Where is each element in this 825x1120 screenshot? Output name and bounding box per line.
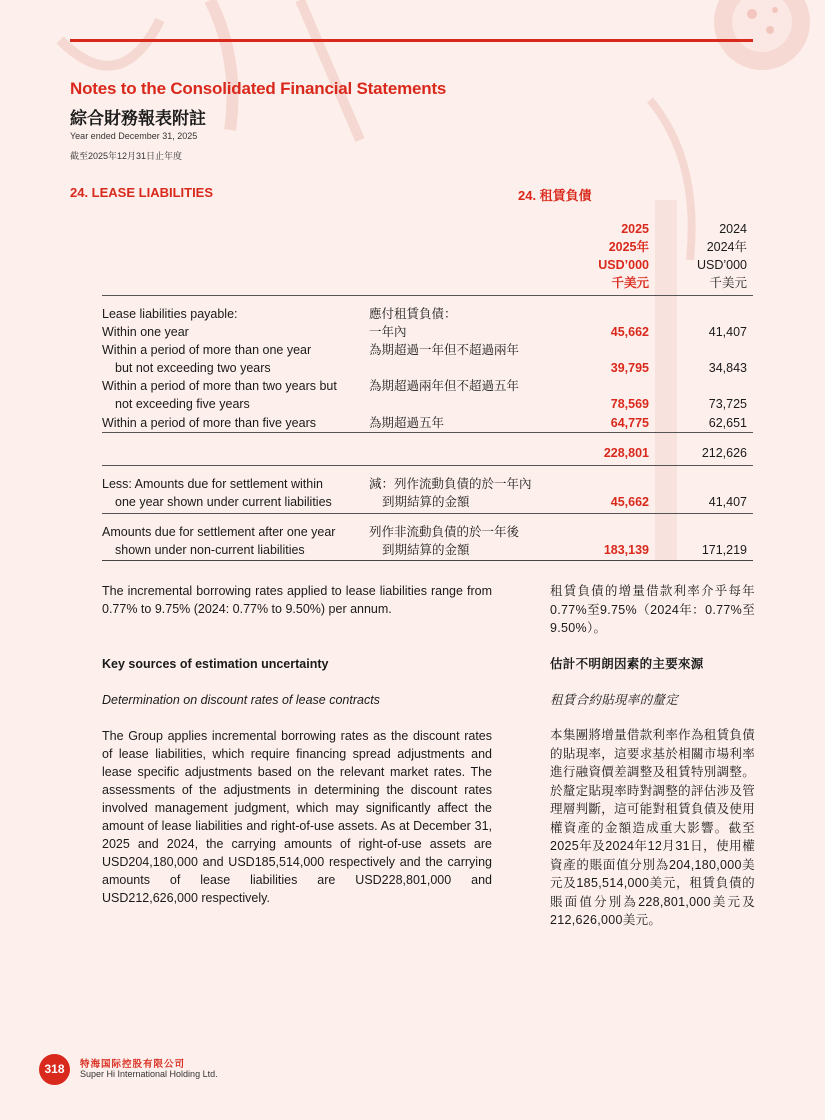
payable-label-zh: 應付租賃負債： bbox=[369, 307, 457, 321]
non-current-en-line2: shown under non-current liabilities bbox=[115, 543, 305, 557]
non-current-zh bbox=[369, 523, 549, 559]
discount-rate-subheading-en: Determination on discount rates of lease contracts bbox=[102, 693, 380, 707]
table-bottom-rule bbox=[102, 560, 753, 561]
section-heading-zh: 24. 租賃負債 bbox=[518, 188, 592, 203]
row-two-to-five-years-2024: 73,725 bbox=[708, 397, 747, 411]
discount-rate-body-zh: 本集團將增量借款利率作為租賃負債的貼現率，這要求基於相關市場利率進行融資價差調整及租賃特別調整。於釐定貼現率時對調整的評估涉及管理層判斷，這可能對租賃負債及使用權資產的金額造成重大影響。截至2025年及2024年12月31日，使用權資產的賬面值分別為204,180,000美元及185,514,000美元，租賃負債的賬面值分別為228,801,000美元及212,626,000美元。 bbox=[550, 728, 755, 927]
less-current-zh-line2: 到期結算的金額 bbox=[382, 495, 470, 509]
col-2025-year: 2025 bbox=[621, 222, 649, 236]
key-sources-heading-en: Key sources of estimation uncertainty bbox=[102, 657, 329, 671]
less-rule bbox=[102, 513, 753, 514]
lotus-icon bbox=[714, 0, 810, 70]
less-current-en-line2: one year shown under current liabilities bbox=[115, 495, 332, 509]
total-2025: 228,801 bbox=[603, 446, 649, 460]
column-header-2025 bbox=[598, 220, 649, 292]
row-two-to-five-years-en bbox=[102, 377, 367, 413]
total-2024: 212,626 bbox=[701, 446, 747, 460]
row-within-one-year-2024: 41,407 bbox=[708, 325, 747, 339]
row-over-five-years-en: Within a period of more than five years bbox=[102, 416, 316, 430]
row-one-to-two-years-en bbox=[102, 341, 367, 377]
col-2025-unit-zh: 千美元 bbox=[611, 276, 649, 290]
discount-rate-body-en: The Group applies incremental borrowing rates as the discount rates of lease liabilities, which require financing spread adjustments and lease specific adjustments based on the relevant market rates. The assessments of the adjustments in determining the discount rates involved management judgment, which may significantly affect the amount of lease liabilities and right-of-use assets. As at December 31, 2025 and 2024, the carrying amounts of right-of-use assets are USD204,180,000 and USD185,514,000 respectively and the carrying amounts of lease liabilities are USD228,801,000 and USD212,626,000 respectively. bbox=[102, 729, 492, 905]
rates-paragraph-en: The incremental borrowing rates applied to lease liabilities range from 0.77% to 9.75% (2024: 0.77% to 9.50%) per annum. bbox=[102, 584, 492, 616]
row-two-to-five-years-zh: 為期超過兩年但不超過五年 bbox=[369, 379, 520, 393]
company-name-en: Super Hi International Holding Ltd. bbox=[80, 1069, 218, 1079]
row-within-one-year-2025: 45,662 bbox=[610, 325, 649, 339]
key-sources-heading-zh: 估計不明朗因素的主要來源 bbox=[550, 657, 704, 671]
non-current-en bbox=[102, 523, 367, 559]
less-current-2024: 41,407 bbox=[708, 495, 747, 509]
row-over-five-years-2025: 64,775 bbox=[610, 416, 649, 430]
row-over-five-years-zh: 為期超過五年 bbox=[369, 416, 445, 430]
payable-label-en: Lease liabilities payable: bbox=[102, 307, 238, 321]
col-2024-year-zh: 2024年 bbox=[706, 240, 747, 254]
non-current-zh-line2: 到期結算的金額 bbox=[382, 543, 470, 557]
less-current-en bbox=[102, 475, 367, 511]
col-2025-year-zh: 2025年 bbox=[608, 240, 649, 254]
less-current-zh bbox=[369, 475, 549, 511]
top-rule bbox=[70, 39, 753, 42]
page-title-zh: 綜合財務報表附註 bbox=[70, 109, 206, 128]
subtotal-rule bbox=[102, 432, 753, 433]
company-name-zh: 特海国际控股有限公司 bbox=[80, 1059, 186, 1070]
row-two-to-five-years-en-line1: Within a period of more than two years but bbox=[102, 379, 337, 393]
discount-rate-subheading-zh: 租賃合約貼現率的釐定 bbox=[550, 693, 679, 707]
non-current-en-line1: Amounts due for settlement after one year bbox=[102, 525, 336, 539]
table-top-rule bbox=[102, 295, 753, 296]
row-one-to-two-years-en-line2: but not exceeding two years bbox=[115, 361, 271, 375]
page-number-badge: 318 bbox=[39, 1054, 70, 1085]
row-one-to-two-years-2025: 39,795 bbox=[610, 361, 649, 375]
rates-paragraph-zh: 租賃負債的增量借款利率介乎每年0.77%至9.75%（2024年：0.77%至9.50%）。 bbox=[550, 584, 755, 635]
row-over-five-years-2024: 62,651 bbox=[708, 416, 747, 430]
total-rule bbox=[102, 465, 753, 466]
col-2024-year: 2024 bbox=[719, 222, 747, 236]
row-two-to-five-years-en-line2: not exceeding five years bbox=[115, 397, 250, 411]
col-2024-unit-zh: 千美元 bbox=[709, 276, 747, 290]
less-current-2025: 45,662 bbox=[610, 495, 649, 509]
row-within-one-year-zh: 一年內 bbox=[369, 325, 407, 339]
non-current-zh-line1: 列作非流動負債的於一年後 bbox=[369, 525, 520, 539]
column-header-2024 bbox=[697, 220, 747, 292]
col-2024-unit: USD’000 bbox=[696, 258, 747, 272]
non-current-2025: 183,139 bbox=[603, 543, 649, 557]
row-one-to-two-years-en-line1: Within a period of more than one year bbox=[102, 343, 312, 357]
row-two-to-five-years-2025: 78,569 bbox=[610, 397, 649, 411]
row-within-one-year-en: Within one year bbox=[102, 325, 189, 339]
row-one-to-two-years-2024: 34,843 bbox=[708, 361, 747, 375]
row-one-to-two-years-zh: 為期超過一年但不超過兩年 bbox=[369, 343, 520, 357]
period-en: Year ended December 31, 2025 bbox=[70, 131, 198, 141]
section-heading-en: 24. LEASE LIABILITIES bbox=[70, 185, 214, 200]
less-current-zh-line1: 減：列作流動負債的於一年內 bbox=[369, 477, 532, 491]
page-title-en: Notes to the Consolidated Financial Statements bbox=[70, 79, 447, 98]
period-zh: 截至2025年12月31日止年度 bbox=[70, 151, 183, 161]
col-2025-unit: USD’000 bbox=[598, 258, 649, 272]
non-current-2024: 171,219 bbox=[701, 543, 747, 557]
less-current-en-line1: Less: Amounts due for settlement within bbox=[102, 477, 323, 491]
